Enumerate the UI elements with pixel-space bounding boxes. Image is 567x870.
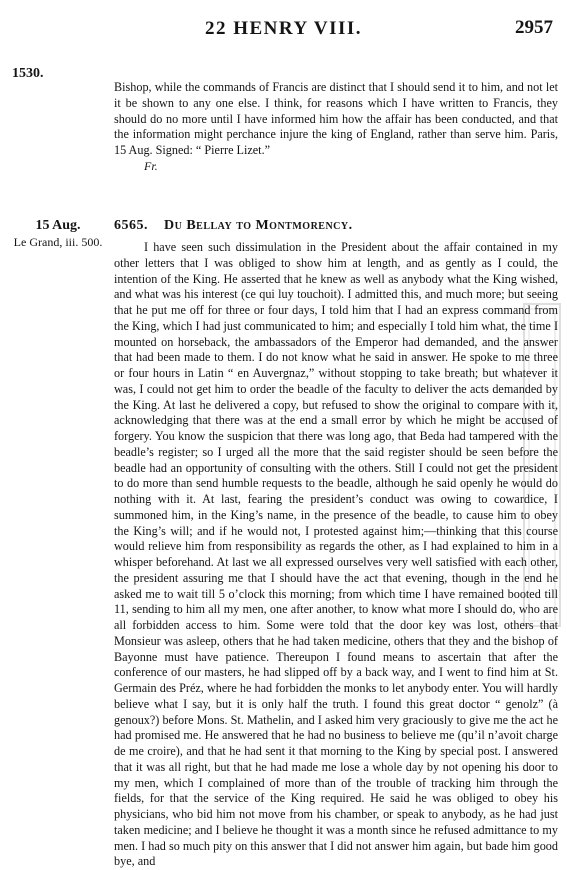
year-label: 1530. [12, 66, 44, 81]
entry-paragraph: I have seen such dissimulation in the President about the affair contained in my other letters that I was obliged to show him at length, and as gently as I could, the intention of the King. He asserted that he knew as well as anybody what the King wished, and what was his interest (ce qui luy touchoit). I admitted this, and much more; but seeing that he put me off for three or four days, I told him that I had an express command from the King, which I had just communicated to him; and especially I told him what, the time I mounted on horseback, the ambassadors of the Emperor had demanded, and the answer that had been made to them. I do not know what he said in answer. He spoke to me three or four hours in Latin “ en Auvergnaz,” without stopping to take breath; but whatever it was, I could not get him to order the beadle of the faculty to deliver the acts demanded by the King. At last he delivered a copy, but refused to show the original to compare with it, acknowledging that there was at the end a small error by which he might be accused of forgery. You know the suspicion that there was long ago, that Beda had tampered with the beadle’s register; so I urged all the more that the said register should be seen before the beadle had an opportunity of consulting with the others. Still I could not get the president to do more than send humble requests to the beadle, although he said openly he would do nothing with it. At last, fearing the president’s conduct was owing to cowardice, I summoned him, in the King’s name, in the presence of the beadle, to cause him to obey the King’s will; and if he would not, I protested against him;—thinking that this course would relieve him from responsibility as regards the other, as I had explained to him in a whisper beforehand. At last we all expressed ourselves very well satisfied with each other, the president assuring me that I should have the act that evening, though in the end he asked me to wait till 5 o’clock this morning; from which time I have remained booted till 11, sending to him all my men, one after another, to know what more I should do, who are all forbidden access to him. Some were told that the door key was lost, others that Monsieur was asleep, others that he had taken medicine, others that they and the bishop of Bayonne must have patience. Thereupon I found means to ascertain that after the conference of our masters, he had slipped off by a back way, and I went to find him at St. Germain des Préz, where he had forbidden the monks to let anybody enter. You will hardly believe what I say, but it is only half the truth. I found this great doctor “ genolz” (à genoux?) before Mons. St. Mathelin, and I asked him very graciously to give me the act he had promised me. He answered that he had no business to believe me (qu’il n’avoit charge de me croire), and that he had sent it that morning to the King by special post. I answered that it was all right, but that he had made me lose a whole day by not opening his door to my men, which I complained of more than of the trouble of tracking him through the fields, for that the service of the King required. He said he was obliged to obey his physicians, who bid him not move from his chamber, or speak to anybody, as he had just taken medicine; and I believe he thought it was a month since he refused admittance to my men. I had so much pity on this answer that I did not answer him again, but bade him good bye, and [114, 240, 558, 869]
library-stamp-watermark [520, 300, 564, 630]
entry-heading [114, 218, 353, 234]
previous-entry-body [114, 80, 558, 159]
entry-body [114, 240, 558, 870]
entry-title: Du Bellay to Montmorency. [164, 218, 353, 233]
previous-entry-text: Bishop, while the commands of Francis are distinct that I should send it to him, and not let it be shown to any one else. I think, for reasons which I have written to Francis, they should do no more until I have informed him how the affair has been conducted, and that the information might perchance injure the king of England, rather than serve him. Paris, 15 Aug. Signed: “ Pierre Lizet.” [114, 80, 558, 157]
entry-date: 15 Aug. [35, 218, 81, 233]
running-header-title: 22 HENRY VIII. [204, 18, 363, 39]
entry-number: 6565. [114, 218, 148, 233]
entry-source: Le Grand, iii. 500. [13, 235, 103, 249]
entry-margin [12, 218, 104, 250]
previous-entry-attribution: Fr. [144, 159, 158, 173]
margin-year [12, 66, 104, 81]
page-number: 2957 [515, 17, 553, 38]
